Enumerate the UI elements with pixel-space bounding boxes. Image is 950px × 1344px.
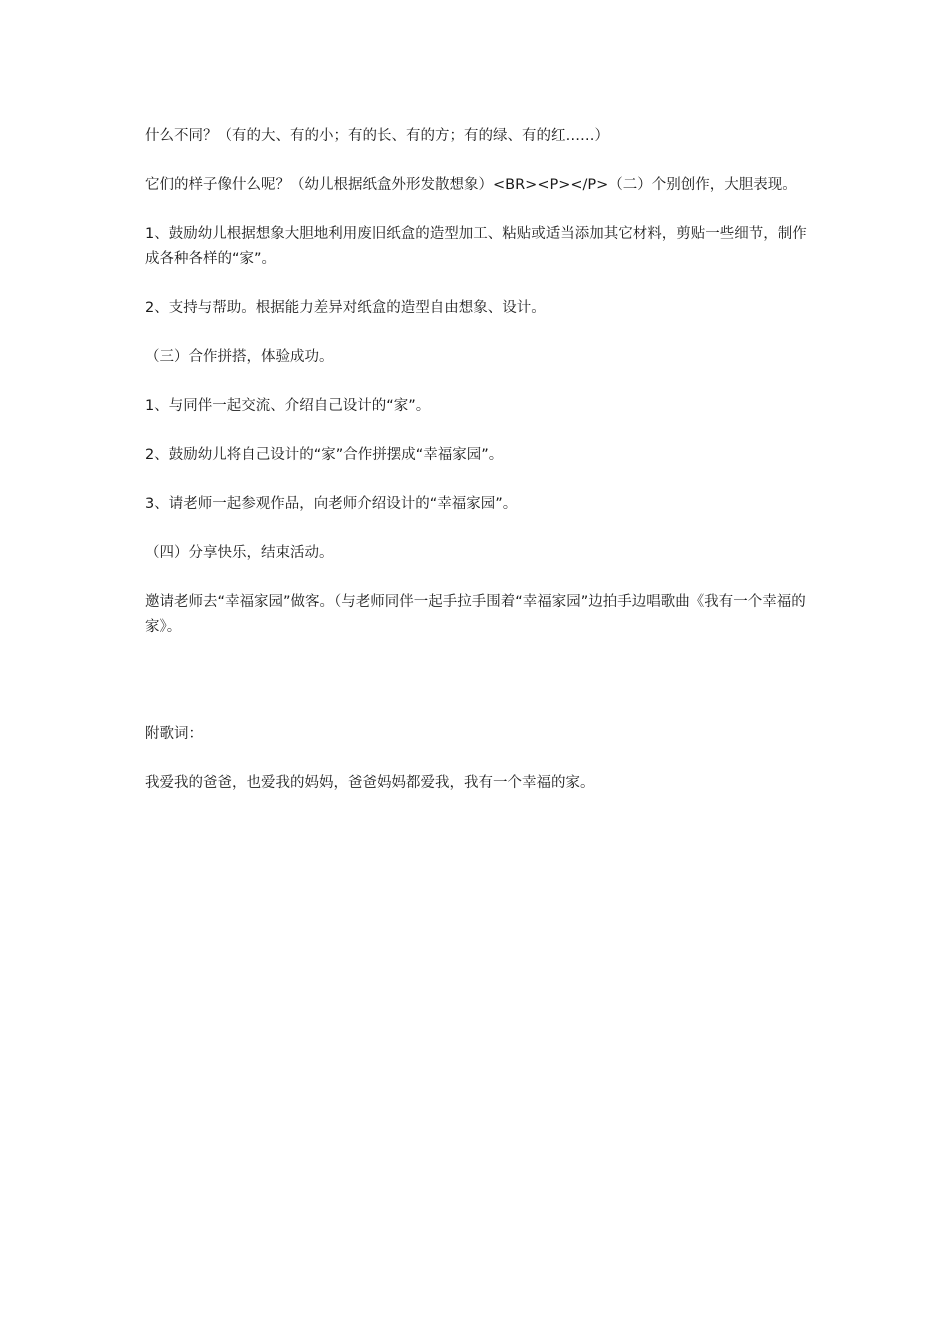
paragraph-imagination: 它们的样子像什么呢？（幼儿根据纸盒外形发散想象）<BR><P></P>（二）个别创作，大胆表现。 [145, 177, 797, 193]
section-heading-three: （三）合作拼搭，体验成功。 [145, 349, 334, 365]
paragraph-share-2: 2、鼓励幼儿将自己设计的“家”合作拼摆成“幸福家园”。 [145, 447, 504, 463]
lyrics-text: 我爱我的爸爸，也爱我的妈妈，爸爸妈妈都爱我，我有一个幸福的家。 [145, 775, 595, 791]
paragraph-step-1: 1、鼓励幼儿根据想象大胆地利用废旧纸盒的造型加工、粘贴或适当添加其它材料，剪贴一些细节，制作成各种各样的“家”。 [145, 226, 807, 267]
paragraph-share-3: 3、请老师一起参观作品，向老师介绍设计的“幸福家园”。 [145, 496, 518, 512]
section-heading-four: （四）分享快乐，结束活动。 [145, 545, 334, 561]
paragraph-step-2: 2、支持与帮助。根据能力差异对纸盒的造型自由想象、设计。 [145, 300, 546, 316]
paragraph-closing: 邀请老师去“幸福家园”做客。（与老师同伴一起手拉手围着“幸福家园”边拍手边唱歌曲《我有一个幸福的家》。 [145, 594, 806, 635]
document-body [145, 124, 810, 820]
paragraph-share-1: 1、与同伴一起交流、介绍自己设计的“家”。 [145, 398, 431, 414]
spacer [145, 664, 810, 722]
lyrics-heading: 附歌词： [145, 726, 203, 742]
paragraph-intro-question: 什么不同？（有的大、有的小；有的长、有的方；有的绿、有的红……） [145, 128, 609, 144]
